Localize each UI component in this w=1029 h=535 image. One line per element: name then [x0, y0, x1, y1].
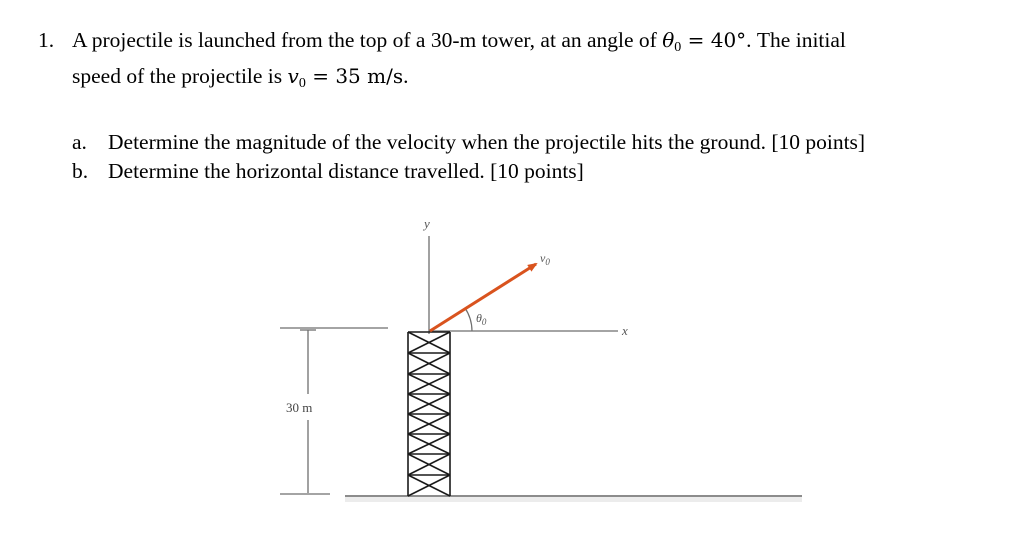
projectile-figure: [250, 198, 810, 528]
x-axis-label: x: [622, 323, 628, 338]
theta-subscript: 0: [674, 40, 682, 55]
figure-drawing: [250, 198, 810, 523]
velocity-label: $v_0$: [540, 251, 550, 267]
sub-question-text: Determine the magnitude of the velocity when the projectile hits the ground. [10 points]: [108, 130, 866, 154]
speed-value: = 35 m/s: [305, 64, 404, 88]
v-subscript: 0: [298, 76, 306, 91]
sub-question-label: b.: [72, 159, 89, 183]
sub-question-b: [72, 157, 1018, 186]
sub-question-label: a.: [72, 130, 87, 154]
angle-arc: [465, 308, 472, 331]
tower: [408, 332, 450, 496]
problem-text-1: A projectile is launched from the top of a 30-m tower, at an angle of: [72, 28, 663, 52]
angle-label: $\theta_0$: [476, 311, 487, 327]
problem-line-1: [38, 26, 1018, 62]
problem-statement: [38, 26, 1018, 186]
height-label: 30 m: [286, 400, 313, 415]
problem-number: 1.: [38, 28, 55, 52]
problem-text-2: speed of the projectile is: [72, 64, 288, 88]
theta-symbol: θ: [662, 28, 675, 52]
sub-question-text: Determine the horizontal distance travelled. [10 points]: [108, 159, 584, 183]
angle-value: = 40°: [681, 28, 747, 52]
sub-questions: [38, 128, 1018, 186]
v-symbol: v: [287, 64, 299, 88]
problem-line-2: [38, 62, 1018, 98]
problem-text-1-end: . The initial: [746, 28, 846, 52]
y-axis-label: y: [424, 216, 430, 231]
sub-question-a: [72, 128, 1018, 157]
problem-text-2-end: .: [403, 64, 409, 88]
